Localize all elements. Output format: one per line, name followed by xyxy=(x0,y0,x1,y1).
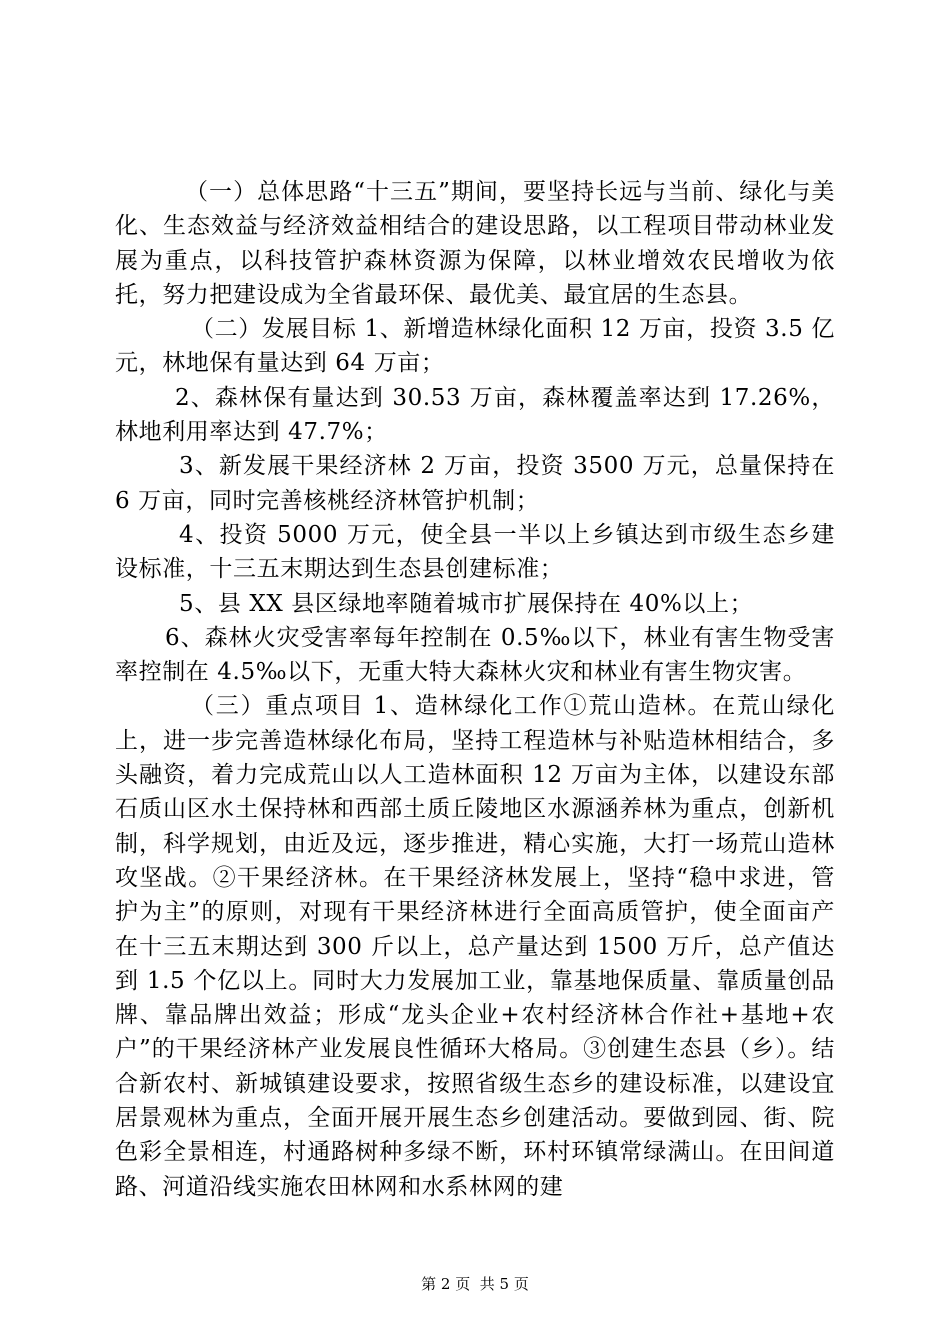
paragraph-goal-3: 3、新发展干果经济林 2 万亩，投资 3500 万元，总量保持在 6 万亩，同时完善核桃经济林管护机制； xyxy=(115,453,835,514)
paragraph-development-goal-1: （二）发展目标 1、新增造林绿化面积 12 万亩，投资 3.5 亿元，林地保有量达到 64 万亩； xyxy=(115,316,835,377)
paragraph-goal-2: 2、森林保有量达到 30.53 万亩，森林覆盖率达到 17.26%，林地利用率达到 47.7%； xyxy=(115,384,835,446)
paragraph-goal-6: 6、森林火灾受害率每年控制在 0.5‰以下，林业有害生物受害率控制在 4.5‰以下，无重大特大森林火灾和林业有害生物灾害。 xyxy=(115,624,835,686)
paragraph-goal-5: 5、县 XX 县区绿地率随着城市扩展保持在 40%以上； xyxy=(179,590,754,617)
paragraph-key-projects: （三）重点项目 1、造林绿化工作①荒山造林。在荒山绿化上，进一步完善造林绿化布局，坚持工程造林与补贴造林相结合，多头融资，着力完成荒山以人工造林面积 12 万亩为主体，以建设东部石质山区水土保持林和西部土质丘陵地区水源涵养林为重点，创新机制，科学规划，由近及远，逐步推进，精心实施，大打一场荒山造林攻坚战。②干果经济林。在干果经济林发展上，坚持“稳中求进，管护为主”的原则，对现有干果经济林进行全面高质管护，使全面亩产在十三五末期达到 300 斤以上，总产量达到 1500 万斤，总产值达到 1.5 个亿以上。同时大力发展加工业，靠基地保质量、靠质量创品牌、靠品牌出效益；形成“龙头企业+农村经济林合作社+基地+农户”的干果经济林产业发展良性循环大格局。③创建生态县（乡）。结合新农村、新城镇建设要求，按照省级生态乡的建设标准，以建设宜居景观林为重点，全面开展开展生态乡创建活动。要做到园、街、院色彩全景相连，村通路树种多绿不断，环村环镇常绿满山。在田间道路、河道沿线实施农田林网和水系林网的建 xyxy=(115,693,835,1200)
page-total: 共 5 页 xyxy=(479,1275,529,1293)
document-body xyxy=(115,175,835,1204)
paragraph-goal-4: 4、投资 5000 万元，使全县一半以上乡镇达到市级生态乡建设标准，十三五末期达到生态县创建标准； xyxy=(115,521,835,583)
paragraph-overall-idea: （一）总体思路“十三五”期间，要坚持长远与当前、绿化与美化、生态效益与经济效益相结合的建设思路，以工程项目带动林业发展为重点，以科技管护森林资源为保障，以林业增效农民增收为依托，努力把建设成为全省最环保、最优美、最宜居的生态县。 xyxy=(115,179,835,308)
page-footer xyxy=(0,1274,950,1294)
page-number: 第 2 页 xyxy=(421,1275,471,1293)
